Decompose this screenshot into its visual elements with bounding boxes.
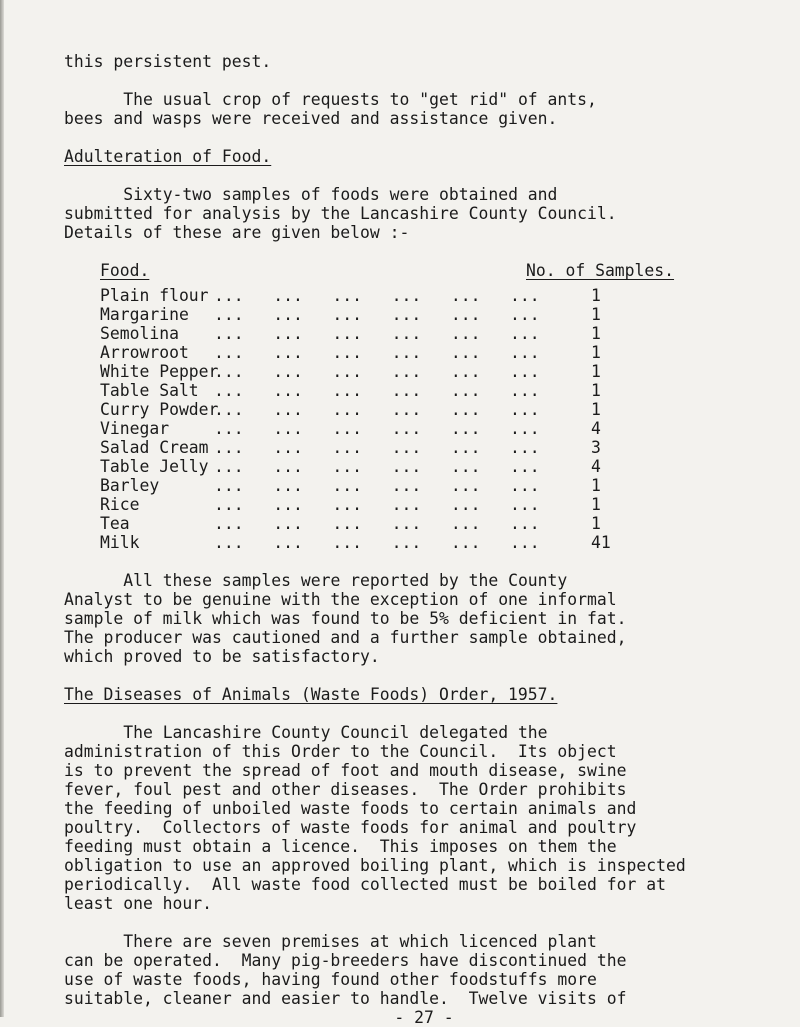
leader-dots: ... ... ... ... ... ... — [214, 457, 540, 476]
sample-count: 1 — [591, 476, 601, 495]
food-name: Milk — [100, 533, 140, 552]
adulteration-paragraph: Sixty-two samples of foods were obtained and submitted for analysis by the Lancashire County Council. Details of these are given below :- — [64, 185, 617, 242]
table-row — [64, 343, 784, 362]
sample-count: 1 — [591, 514, 601, 533]
table-row — [64, 305, 784, 324]
sample-count: 4 — [591, 419, 601, 438]
adulteration-heading: Adulteration of Food. — [64, 147, 272, 166]
sample-count: 1 — [591, 324, 601, 343]
food-name: Margarine — [100, 305, 189, 324]
food-name: Semolina — [100, 324, 179, 343]
leader-dots: ... ... ... ... ... ... — [214, 343, 540, 362]
sample-count: 1 — [591, 286, 601, 305]
food-name: Barley — [100, 476, 160, 495]
sample-count: 1 — [591, 381, 601, 400]
food-name: Vinegar — [100, 419, 170, 438]
leader-dots: ... ... ... ... ... ... — [214, 495, 540, 514]
table-row — [64, 362, 784, 381]
table-row — [64, 457, 784, 476]
sample-count: 1 — [591, 400, 601, 419]
leader-dots: ... ... ... ... ... ... — [214, 305, 540, 324]
leader-dots: ... ... ... ... ... ... — [214, 381, 540, 400]
diseases-heading: The Diseases of Animals (Waste Foods) Order, 1957. — [64, 685, 558, 704]
table-row — [64, 495, 784, 514]
table-row — [64, 324, 784, 343]
table-row — [64, 286, 784, 305]
table-row — [64, 438, 784, 457]
food-name: Table Salt — [100, 381, 199, 400]
food-name: Table Jelly — [100, 457, 209, 476]
food-name: Salad Cream — [100, 438, 209, 457]
sample-count: 4 — [591, 457, 601, 476]
leader-dots: ... ... ... ... ... ... — [214, 476, 540, 495]
table-row — [64, 514, 784, 533]
document-page — [64, 52, 784, 1027]
sample-count: 3 — [591, 438, 601, 457]
column-header-samples: No. of Samples. — [526, 261, 675, 280]
food-name: Arrowroot — [100, 343, 189, 362]
sample-count: 1 — [591, 305, 601, 324]
food-samples-table — [64, 261, 784, 552]
table-row — [64, 533, 784, 552]
table-row — [64, 381, 784, 400]
page-edge-shadow — [0, 0, 4, 1017]
food-name: Rice — [100, 495, 140, 514]
table-body — [64, 286, 784, 552]
diseases-paragraph: The Lancashire County Council delegated the administration of this Order to the Council. Its object is to prevent the spread of foot and mouth disease, swine fever, foul pest and other diseases. The Order prohibits the feeding of unboiled waste foods to certain animals and poultry. Collectors of waste foods for animal and poultry feeding must obtain a licence. This imposes on them the obligation to use an approved boiling plant, which is inspected periodically. All waste food collected must be boiled for at least one hour. — [64, 723, 686, 913]
leader-dots: ... ... ... ... ... ... — [214, 438, 540, 457]
leader-dots: ... ... ... ... ... ... — [214, 419, 540, 438]
food-name: Curry Powder — [100, 400, 219, 419]
sample-count: 1 — [591, 343, 601, 362]
intro-line: this persistent pest. — [64, 52, 272, 71]
sample-count: 1 — [591, 362, 601, 381]
leader-dots: ... ... ... ... ... ... — [214, 533, 540, 552]
sample-count: 41 — [591, 533, 611, 552]
food-name: Tea — [100, 514, 130, 533]
analysis-paragraph: All these samples were reported by the County Analyst to be genuine with the exception of one informal sample of milk which was found to be 5% deficient in fat. The producer was cautioned and a further sample obtained, which proved to be satisfactory. — [64, 571, 627, 666]
leader-dots: ... ... ... ... ... ... — [214, 286, 540, 305]
food-name: Plain flour — [100, 286, 209, 305]
leader-dots: ... ... ... ... ... ... — [214, 400, 540, 419]
premises-paragraph: There are seven premises at which licenced plant can be operated. Many pig-breeders have discontinued the use of waste foods, having found other foodstuffs more suitable, cleaner and easier to handle. Twelve visits of — [64, 932, 627, 1008]
column-header-food: Food. — [100, 261, 150, 280]
table-row — [64, 419, 784, 438]
table-row — [64, 476, 784, 495]
leader-dots: ... ... ... ... ... ... — [214, 324, 540, 343]
table-header — [64, 261, 784, 280]
leader-dots: ... ... ... ... ... ... — [214, 514, 540, 533]
food-name: White Pepper — [100, 362, 219, 381]
pests-paragraph: The usual crop of requests to "get rid" of ants, bees and wasps were received and assistance given. — [64, 90, 597, 128]
leader-dots: ... ... ... ... ... ... — [214, 362, 540, 381]
sample-count: 1 — [591, 495, 601, 514]
table-row — [64, 400, 784, 419]
page-number: - 27 - — [394, 1008, 454, 1027]
